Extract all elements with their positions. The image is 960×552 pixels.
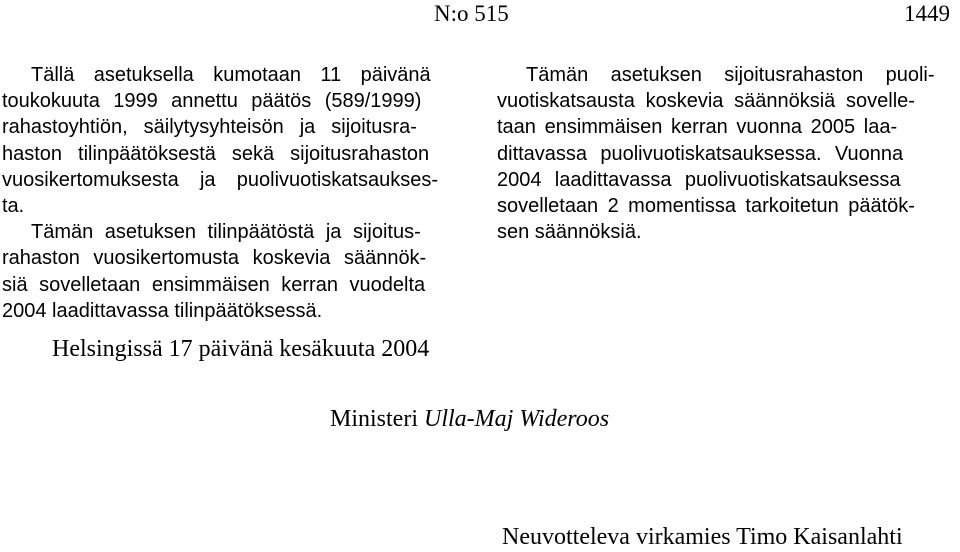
paragraph-line: sen säännöksiä. (497, 221, 642, 244)
paragraph-line: 2004 laadittavassa tilinpäätöksessä. (2, 299, 323, 322)
paragraph-line: Tämän asetuksen tilinpäätöstä ja sijoitus- (31, 221, 421, 244)
paragraph-line: sovelletaan 2 momentissa tarkoitetun päätök- (497, 195, 915, 218)
document-number: N:o 515 (434, 1, 509, 26)
paragraph-line: toukokuuta 1999 annettu päätös (589/1999) (2, 90, 422, 113)
paragraph-line: vuotiskatsausta koskevia säännöksiä sovelle- (497, 90, 915, 113)
minister-name: Ulla-Maj Wideroos (424, 406, 610, 432)
left-column (2, 62, 438, 324)
paragraph-line: rahastoyhtiön, säilytysyhteisön ja sijoitusra- (2, 116, 417, 139)
minister-signature (330, 404, 609, 434)
signing-date: Helsingissä 17 päivänä kesäkuuta 2004 (52, 336, 430, 362)
right-column (497, 62, 935, 245)
paragraph-line: 2004 laadittavassa puolivuotiskatsauksessa (497, 168, 901, 191)
paragraph-line: taan ensimmäisen kerran vuonna 2005 laa- (497, 116, 898, 139)
paragraph-line: haston tilinpäätöksestä sekä sijoitusrahaston (2, 142, 430, 165)
adviser-signature: Neuvotteleva virkamies Timo Kaisanlahti (502, 524, 903, 550)
page-number: 1449 (904, 1, 950, 26)
paragraph-line: siä sovelletaan ensimmäisen kerran vuodelta (2, 273, 426, 296)
paragraph-line: Tämän asetuksen sijoitusrahaston puoli- (526, 64, 935, 86)
paragraph-line: ta. (2, 195, 25, 218)
paragraph-line: vuosikertomuksesta ja puolivuotiskatsaukses- (2, 168, 438, 191)
paragraph-line: rahaston vuosikertomusta koskevia säännök- (2, 247, 427, 270)
paragraph-line: dittavassa puolivuotiskatsauksessa. Vuonna (497, 142, 904, 165)
paragraph-line: Tällä asetuksella kumotaan 11 päivänä (31, 64, 431, 86)
minister-title: Ministeri (330, 406, 418, 432)
